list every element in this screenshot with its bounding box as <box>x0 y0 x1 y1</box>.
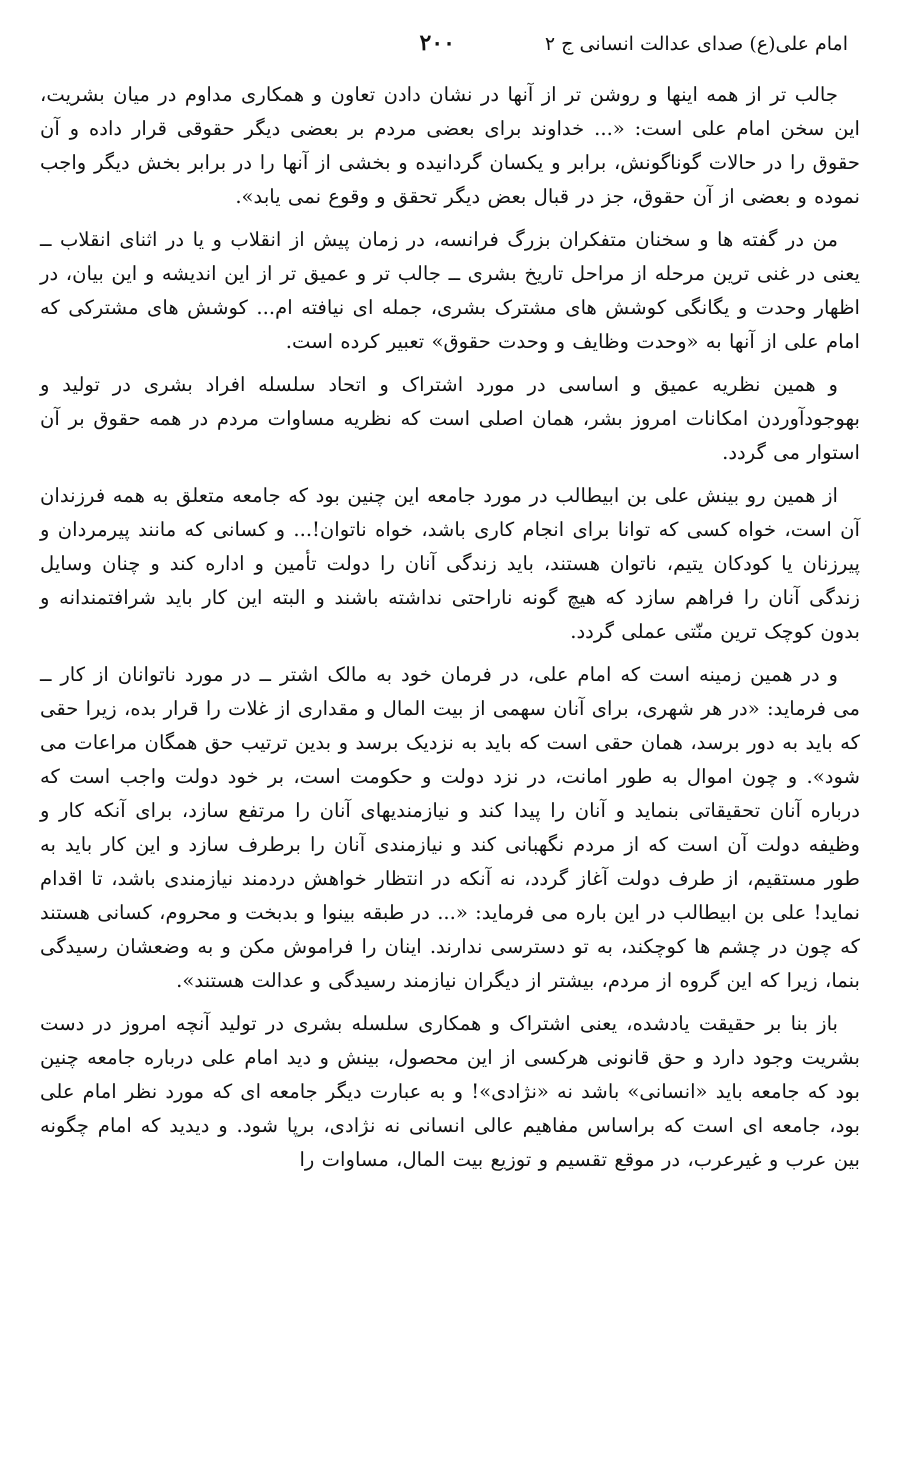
running-header <box>40 30 860 70</box>
paragraph-3: و همین نظریه عمیق و اساسی در مورد اشتراک و اتحاد سلسله افراد بشری در تولید و بهوجودآوردن امکانات امروز بشر، همان اصلی است که نظریه مساوات مردم در همه حقوق بر آن استوار می گردد. <box>40 373 861 464</box>
book-page <box>40 30 860 1459</box>
paragraph-4: از همین رو بینش علی بن ابیطالب در مورد جامعه این چنین بود که جامعه متعلق به همه فرزندان آن است، خواه کسی که توانا برای انجام کاری باشد، خواه ناتوان!... و کسانی که مانند پیرمردان و پیرزنان یا کودکان یتیم، ناتوان هستند، باید زندگی آنان را دولت تأمین و اداره کند و چنان وسایل زندگی آنان را فراهم سازد که هیچ گونه ناراحتی نداشته باشند و البته این کار باید شرافتمندانه و بدون کوچک ترین منّتی عملی گردد. <box>40 484 860 643</box>
paragraph-2: من در گفته ها و سخنان متفکران بزرگ فرانسه، در زمان پیش از انقلاب و یا در اثنای انقلاب ــ یعنی در غنی ترین مرحله از مراحل تاریخ بشری ــ جالب تر و عمیق تر از این اندیشه و این بیان، در اظهار وحدت و یگانگی کوشش های مشترک بشری، جمله ای نیافته ام... کوشش های مشترکی که امام علی از آنها به «وحدت وظایف و وحدت حقوق» تعبیر کرده است. <box>40 228 860 353</box>
paragraph-1: جالب تر از همه اینها و روشن تر از آنها در نشان دادن تعاون و همکاری مداوم در میان بشریت، این سخن امام علی است: «... خداوند برای بعضی مردم بر بعضی دیگر حقوقی قرار داده و آن حقوق را در حالات گوناگونش، برابر و یکسان گردانیده و بخشی از آنها را در برابر بخش دیگر واجب نموده و بعضی از آن حقوق، جز در قبال بعض دیگر تحقق و وقوع نمی یابد». <box>40 83 860 208</box>
paragraph-5: و در همین زمینه است که امام علی، در فرمان خود به مالک اشتر ــ در مورد ناتوانان از کار ــ می فرماید: «در هر شهری، برای آنان سهمی از بیت المال و مقداری از غلات را قرار بده، زیرا حقی که باید به دور برسد، همان حقی است که باید به نزدیک برسد و بدین ترتیب حق همگان مراعات می شود». و چون اموال به طور امانت، در نزد دولت و حکومت است، بر خود دولت واجب است که درباره آنان تحقیقاتی بنماید و آنان را پیدا کند و نیازمندیهای آنان را مرتفع سازد، برای آنکه کار و وظیفه دولت آن است که از مردم نگهبانی کند و نیازمندی آنان را برطرف سازد و این کار باید به طور مستقیم، از طرف دولت آغاز گردد، نه آنکه در انتظار خواهش دردمند نیازمندی باشد، تا اقدام نماید! علی بن ابیطالب در این باره می فرماید: «... در طبقه بینوا و بدبخت و محروم، کسانی هستند که چون در چشم ها کوچکند، به تو دسترسی ندارند. اینان را فراموش مکن و به وضعشان رسیدگی بنما، زیرا که این گروه از مردم، بیشتر از دیگران نیازمند رسیدگی و عدالت هستند». <box>40 663 860 992</box>
paragraph-6: باز بنا بر حقیقت یادشده، یعنی اشتراک و همکاری سلسله بشری در تولید آنچه امروز در دست بشریت وجود دارد و حق قانونی هرکسی از این محصول، بینش و دید امام علی درباره جامعه چنین بود که جامعه باید «انسانی» باشد نه «نژادی»! و به عبارت دیگر جامعه ای که مورد نظر امام علی بود، جامعه ای است که براساس مفاهیم عالی انسانی نه نژادی، برپا شود. و دیدید که امام چگونه بین عرب و غیرعرب، در موقع تقسیم و توزیع بیت المال، مساوات را <box>40 1012 860 1171</box>
running-title: امام علی(ع) صدای عدالت انسانی ج ۲ <box>544 33 848 55</box>
body-text <box>40 78 860 1177</box>
page-number: ۲۰۰ <box>419 30 455 56</box>
